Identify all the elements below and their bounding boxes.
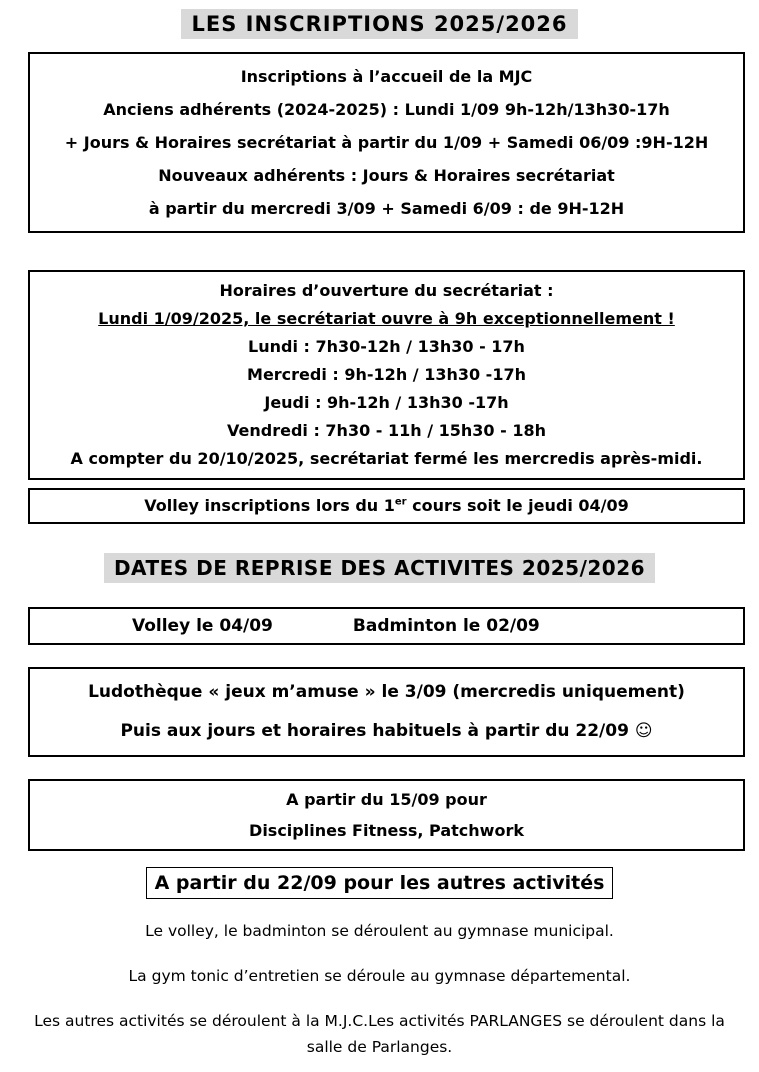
autres-activites-box: A partir du 22/09 pour les autres activités [146,867,614,899]
note-volley-badminton: Le volley, le badminton se déroulent au gymnase municipal. [145,922,614,940]
inscriptions-line: Inscriptions à l’accueil de la MJC [240,67,533,86]
autres-activites-row [0,867,759,899]
inscriptions-line: Anciens adhérents (2024-2025) : Lundi 1/09 9h-12h/13h30-17h [103,100,670,119]
main-title-row [0,0,759,39]
ordinal-superscript: er [394,496,407,508]
horaires-note: A compter du 20/10/2025, secrétariat fermé les mercredis après-midi. [70,449,703,468]
badminton-date: Badminton le 02/09 [352,616,540,636]
note-autres-activites: Les autres activités se déroulent à la M.J.C.Les activités PARLANGES se déroulent dans la salle de Parlanges. [34,1012,725,1056]
schedule-line-mercredi: Mercredi : 9h-12h / 13h30 -17h [247,365,526,384]
reprise-title: DATES DE REPRISE DES ACTIVITES 2025/2026 [104,553,655,583]
volley-inscription-box [28,488,745,524]
main-title: LES INSCRIPTIONS 2025/2026 [181,9,577,39]
horaires-box [28,270,745,480]
reprise-dates-box [28,607,745,645]
volley-inscription-prefix: Volley inscriptions lors du 1 [144,496,395,515]
schedule-line-lundi: Lundi : 7h30-12h / 13h30 - 17h [248,337,525,356]
inscriptions-box [28,52,745,233]
inscriptions-line: Nouveaux adhérents : Jours & Horaires secrétariat [158,166,615,185]
volley-inscription-suffix: cours soit le jeudi 04/09 [406,496,629,515]
reprise-title-row [0,544,759,583]
inscriptions-line: à partir du mercredi 3/09 + Samedi 6/09 : de 9H-12H [148,199,625,218]
fitness-disciplines-line: Disciplines Fitness, Patchwork [249,821,524,840]
horaires-title: Horaires d’ouverture du secrétariat : [219,281,554,300]
ludotheque-box [28,667,745,757]
note-gym-tonic: La gym tonic d’entretien se déroule au gymnase départemental. [128,967,631,985]
ludotheque-schedule-line: Puis aux jours et horaires habituels à partir du 22/09 ☺ [120,721,653,741]
schedule-line-vendredi: Vendredi : 7h30 - 11h / 15h30 - 18h [227,421,546,440]
horaires-exception: Lundi 1/09/2025, le secrétariat ouvre à 9h exceptionnellement ! [98,309,675,328]
schedule-line-jeudi: Jeudi : 9h-12h / 13h30 -17h [264,393,509,412]
fitness-date-line: A partir du 15/09 pour [286,790,487,809]
ludotheque-line: Ludothèque « jeux m’amuse » le 3/09 (mercredis uniquement) [88,682,685,702]
volley-date: Volley le 04/09 [132,616,273,636]
volley-inscription-line [34,492,739,520]
fitness-box [28,779,745,851]
inscriptions-line: + Jours & Horaires secrétariat à partir du 1/09 + Samedi 06/09 :9H-12H [64,133,709,152]
